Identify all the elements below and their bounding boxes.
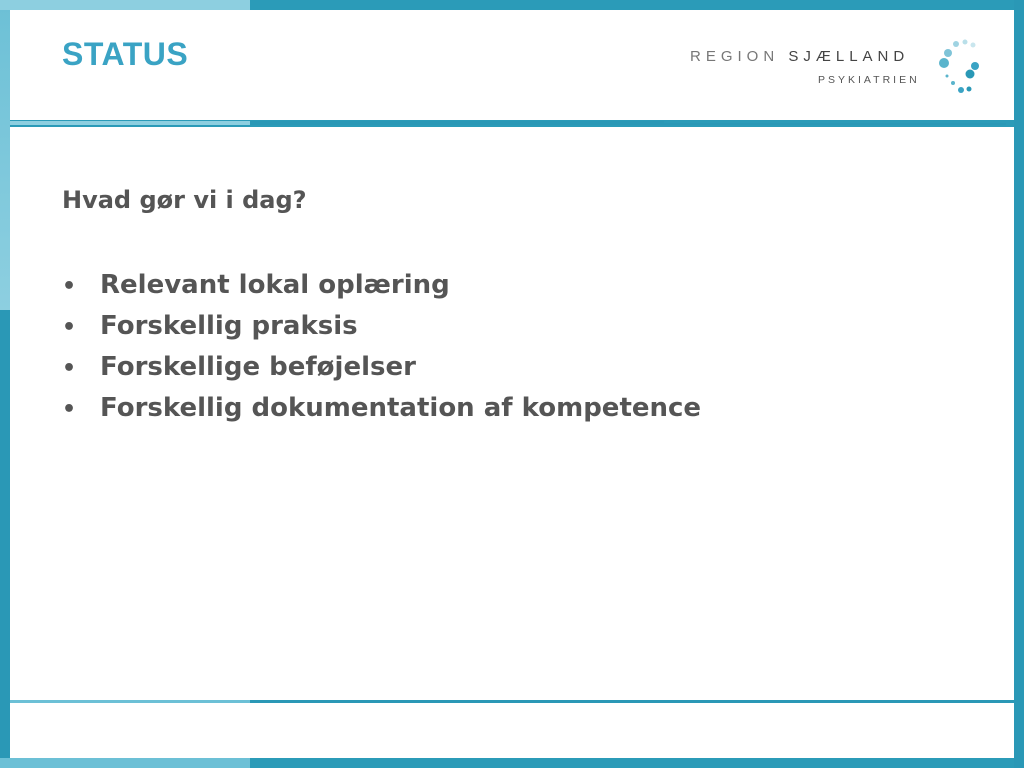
frame-right [1014, 0, 1024, 768]
bullet-text: Forskellige beføjelser [100, 352, 416, 382]
header-divider-mid [250, 121, 664, 125]
header-divider-right [664, 123, 1006, 125]
bullet-icon: • [62, 274, 77, 299]
frame-top-left [0, 0, 250, 10]
list-item [62, 266, 701, 307]
bullet-list [62, 266, 701, 430]
bullet-text: Relevant lokal oplæring [100, 270, 450, 300]
bullet-text: Forskellig praksis [100, 311, 358, 341]
region-sjaelland-logo [690, 36, 990, 100]
logo-region-text: REGION [690, 48, 780, 65]
footer-panel [10, 703, 1014, 758]
frame-bottom-left [0, 758, 250, 768]
bullet-text: Forskellig dokumentation af kompetence [100, 393, 702, 423]
logo-line1 [690, 48, 909, 65]
frame-left-top [0, 0, 10, 310]
bullet-icon: • [62, 397, 77, 422]
logo-dots-icon [938, 36, 984, 100]
list-item [62, 307, 701, 348]
header-divider-left [10, 121, 250, 125]
question-heading: Hvad gør vi i dag? [62, 186, 307, 214]
slide-title: STATUS [62, 36, 189, 72]
frame-left-bottom [0, 310, 10, 768]
logo-line2: PSYKIATRIEN [818, 74, 920, 86]
bullet-icon: • [62, 315, 77, 340]
list-item [62, 389, 701, 430]
bullet-icon: • [62, 356, 77, 381]
list-item [62, 348, 701, 389]
logo-sjaelland-text: SJÆLLAND [788, 48, 910, 65]
